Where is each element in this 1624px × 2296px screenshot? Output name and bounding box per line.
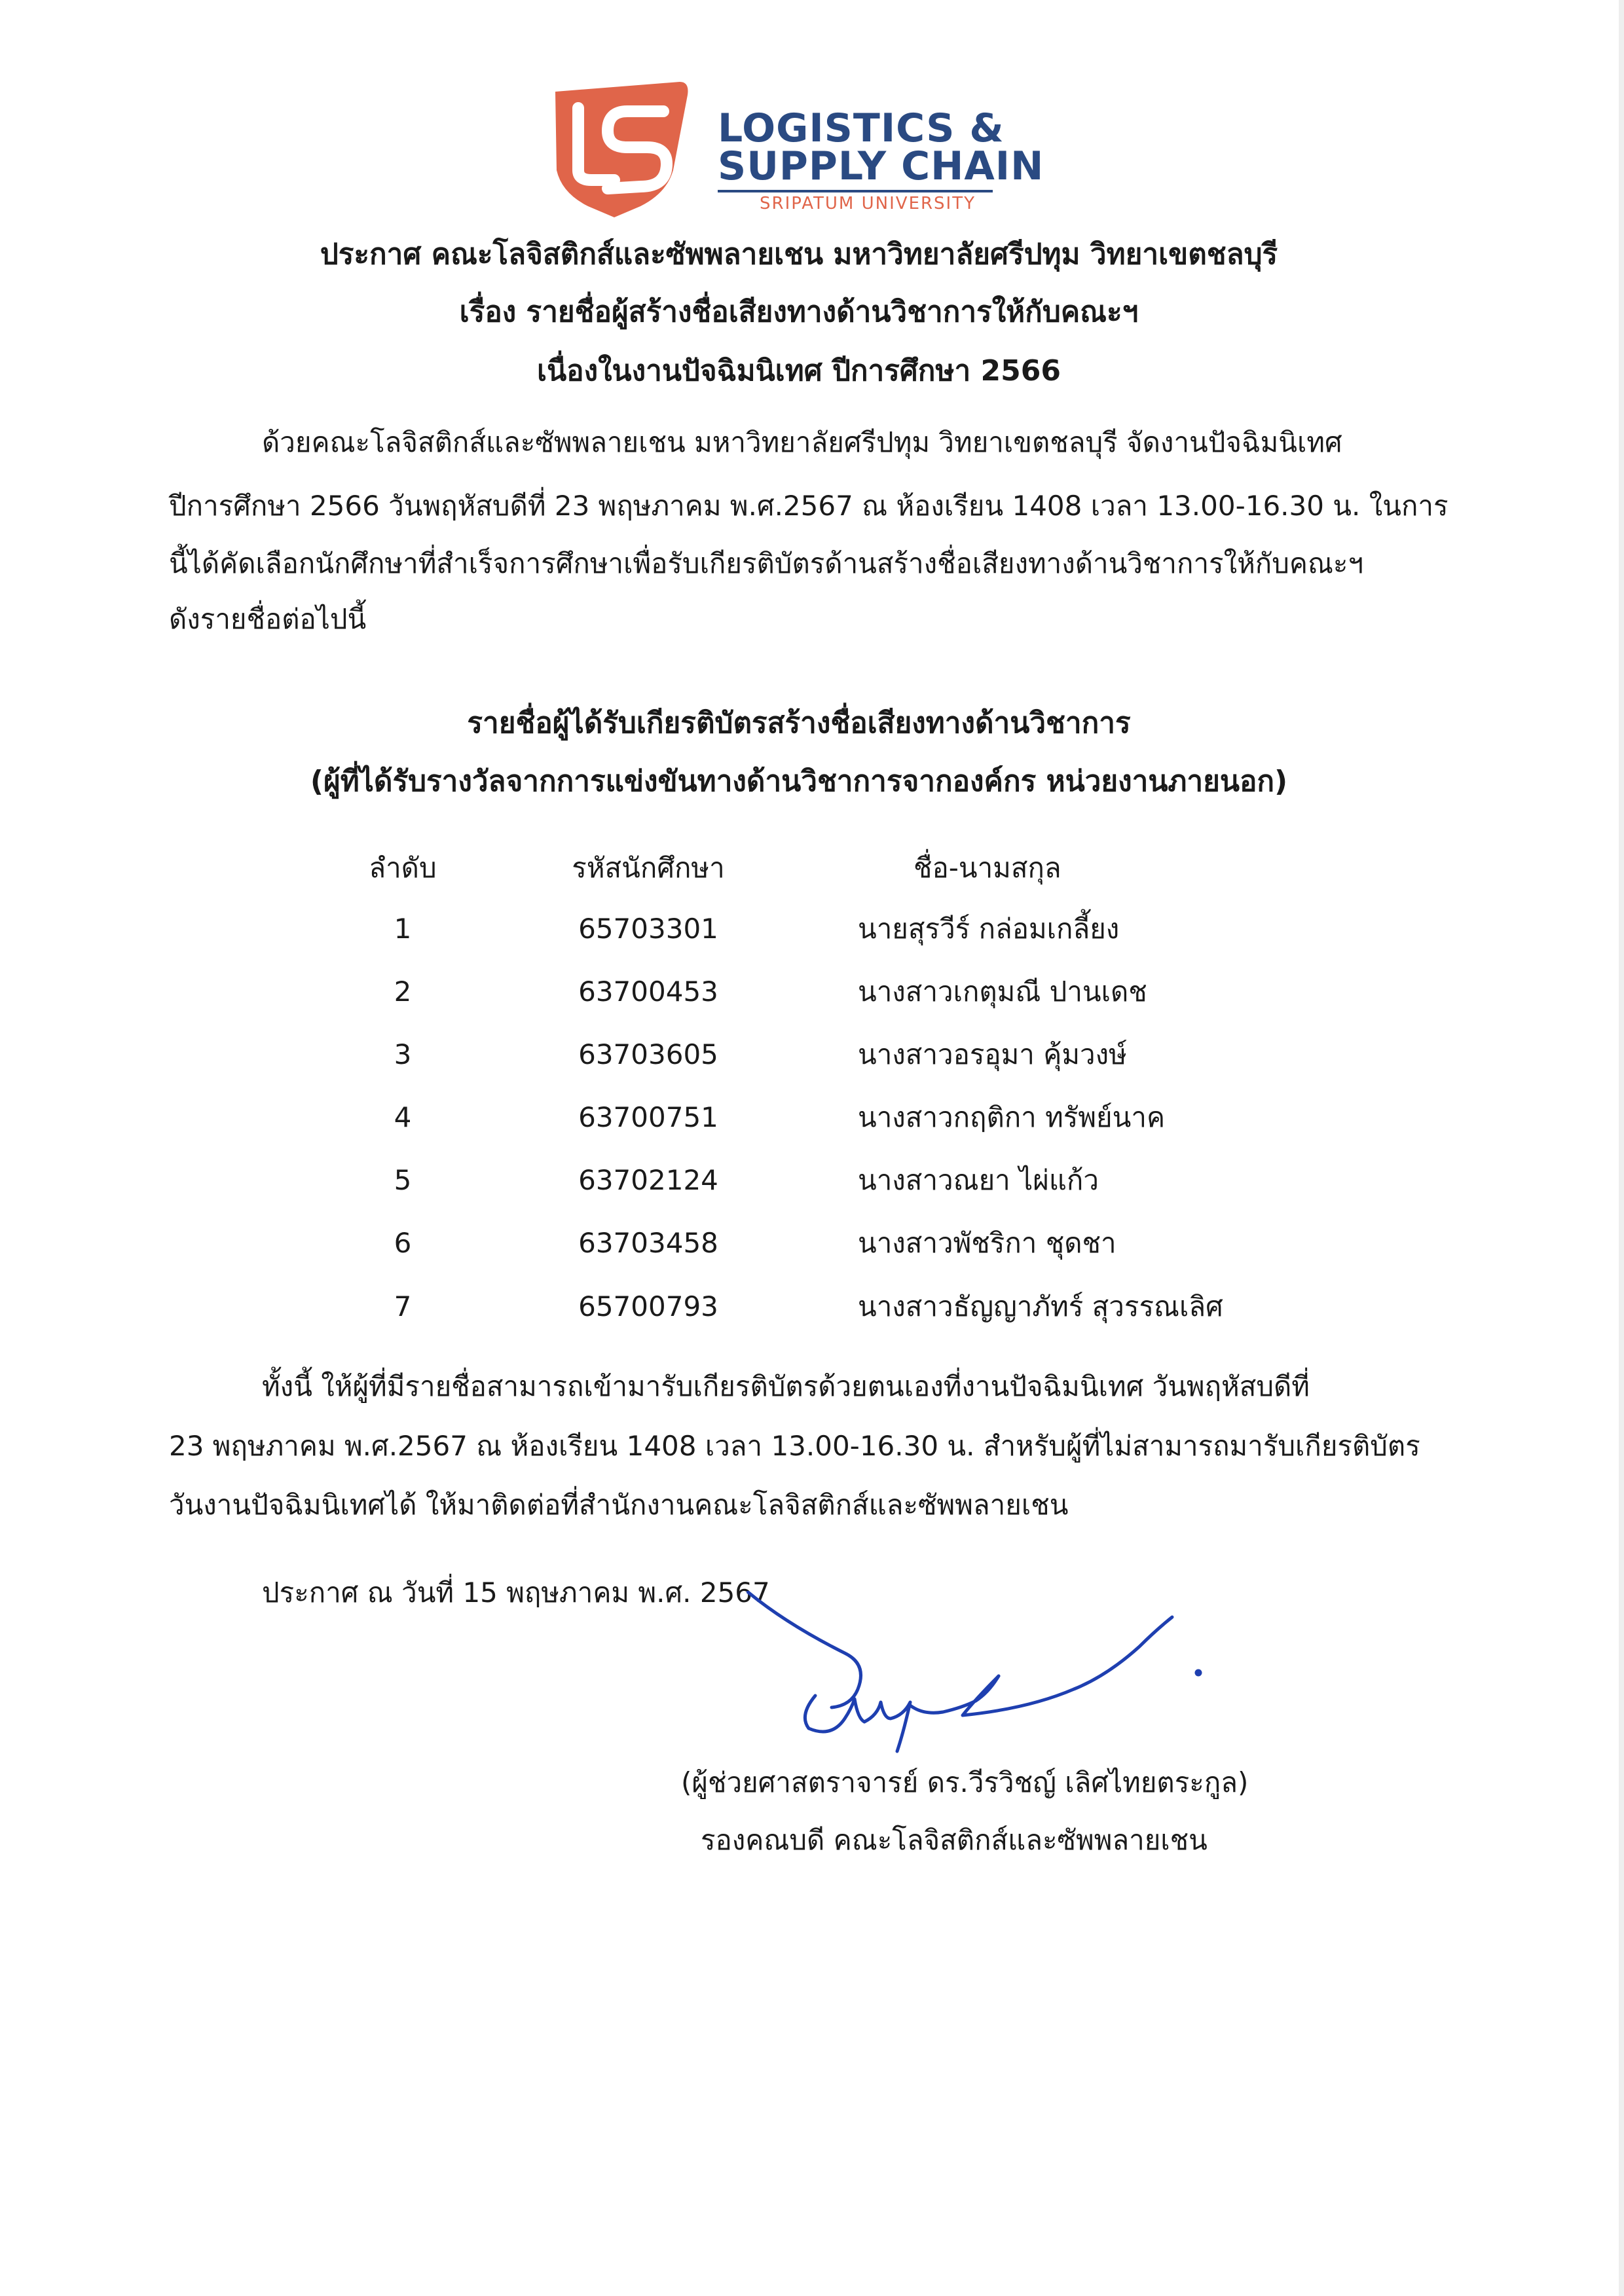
row-student-id: 63702124: [578, 1164, 718, 1196]
logo-text-university: SRIPATUM UNIVERSITY: [760, 194, 976, 213]
row-student-id: 63703458: [578, 1227, 718, 1259]
heading-line-3: เนื่องในงานปัจฉิมนิเทศ ปีการศึกษา 2566: [537, 354, 1061, 388]
row-index: 4: [394, 1101, 412, 1133]
handwritten-signature: [747, 1591, 1231, 1755]
lsc-logo-mark-icon: [542, 79, 693, 219]
list-title-line-2: (ผู้ที่ได้รับรางวัลจากการแข่งขันทางด้านวิชาการจากองค์กร หน่วยงานภายนอก): [310, 765, 1288, 798]
row-index: 2: [394, 975, 412, 1008]
row-index: 6: [394, 1227, 412, 1259]
row-full-name: นางสาวกฤติกา ทรัพย์นาค: [858, 1101, 1166, 1133]
list-title-line-1: รายชื่อผู้ได้รับเกียรติบัตรสร้างชื่อเสียงทางด้านวิชาการ: [467, 706, 1131, 740]
row-full-name: นางสาวธัญญาภัทร์ สุวรรณเลิศ: [858, 1290, 1223, 1322]
closing-line-1: ทั้งนี้ ให้ผู้ที่มีรายชื่อสามารถเข้ามารับเกียรติบัตรด้วยตนเองที่งานปัจฉิมนิเทศ วันพฤหัสบดีที่: [262, 1370, 1310, 1402]
closing-line-3: วันงานปัจฉิมนิเทศได้ ให้มาติดต่อที่สำนักงานคณะโลจิสติกส์และซัพพลายเชน: [169, 1489, 1069, 1521]
row-student-id: 63700751: [578, 1101, 718, 1133]
intro-line-1: ด้วยคณะโลจิสติกส์และซัพพลายเชน มหาวิทยาลัยศรีปทุม วิทยาเขตชลบุรี จัดงานปัจฉิมนิเทศ: [262, 426, 1342, 458]
row-student-id: 65700793: [578, 1290, 718, 1322]
intro-line-4: ดังรายชื่อต่อไปนี้: [169, 603, 367, 635]
heading-line-2: เรื่อง รายชื่อผู้สร้างชื่อเสียงทางด้านวิชาการให้กับคณะฯ: [459, 295, 1139, 329]
row-full-name: นายสุรวีร์ กล่อมเกลี้ยง: [858, 913, 1120, 945]
closing-line-2: 23 พฤษภาคม พ.ศ.2567 ณ ห้องเรียน 1408 เวลา 13.00-16.30 น. สำหรับผู้ที่ไม่สามารถมารับเกียรติบัตร: [169, 1430, 1420, 1462]
row-index: 5: [394, 1164, 412, 1196]
announcement-date: ประกาศ ณ วันที่ 15 พฤษภาคม พ.ศ. 2567: [262, 1576, 770, 1609]
row-full-name: นางสาวอรอุมา คุ้มวงษ์: [858, 1038, 1127, 1070]
page-edge: [1619, 0, 1624, 2296]
logo-text-supply-chain: SUPPLY CHAIN: [718, 143, 1044, 189]
signatory-position: รองคณบดี คณะโลจิสติกส์และซัพพลายเชน: [701, 1824, 1208, 1856]
row-full-name: นางสาวเกตุมณี ปานเดช: [858, 975, 1147, 1008]
signatory-name: (ผู้ช่วยศาสตราจารย์ ดร.วีรวิชญ์ เลิศไทยตระกูล): [681, 1766, 1249, 1798]
row-student-id: 63703605: [578, 1038, 718, 1070]
table-header-index: ลำดับ: [369, 852, 437, 884]
intro-line-3: นี้ได้คัดเลือกนักศึกษาที่สำเร็จการศึกษาเพื่อรับเกียรติบัตรด้านสร้างชื่อเสียงทางด้านวิชาการให้กับคณะฯ: [169, 547, 1364, 579]
row-full-name: นางสาวพัชริกา ชุดชา: [858, 1227, 1116, 1259]
row-index: 7: [394, 1290, 412, 1322]
intro-line-2: ปีการศึกษา 2566 วันพฤหัสบดีที่ 23 พฤษภาคม พ.ศ.2567 ณ ห้องเรียน 1408 เวลา 13.00-16.30 น. ในการ: [169, 490, 1449, 522]
faculty-logo: [542, 79, 1044, 219]
table-header-student-id: รหัสนักศึกษา: [572, 852, 725, 884]
row-student-id: 63700453: [578, 975, 718, 1008]
logo-underline: [718, 190, 993, 192]
row-index: 3: [394, 1038, 412, 1070]
logo-text-logistics: LOGISTICS &: [718, 105, 1005, 151]
row-full-name: นางสาวณยา ไผ่แก้ว: [858, 1164, 1099, 1196]
heading-line-1: ประกาศ คณะโลจิสติกส์และซัพพลายเชน มหาวิทยาลัยศรีปทุม วิทยาเขตชลบุรี: [320, 238, 1278, 271]
row-index: 1: [394, 913, 412, 945]
row-student-id: 65703301: [578, 913, 718, 945]
table-header-name: ชื่อ-นามสกุล: [913, 852, 1061, 884]
